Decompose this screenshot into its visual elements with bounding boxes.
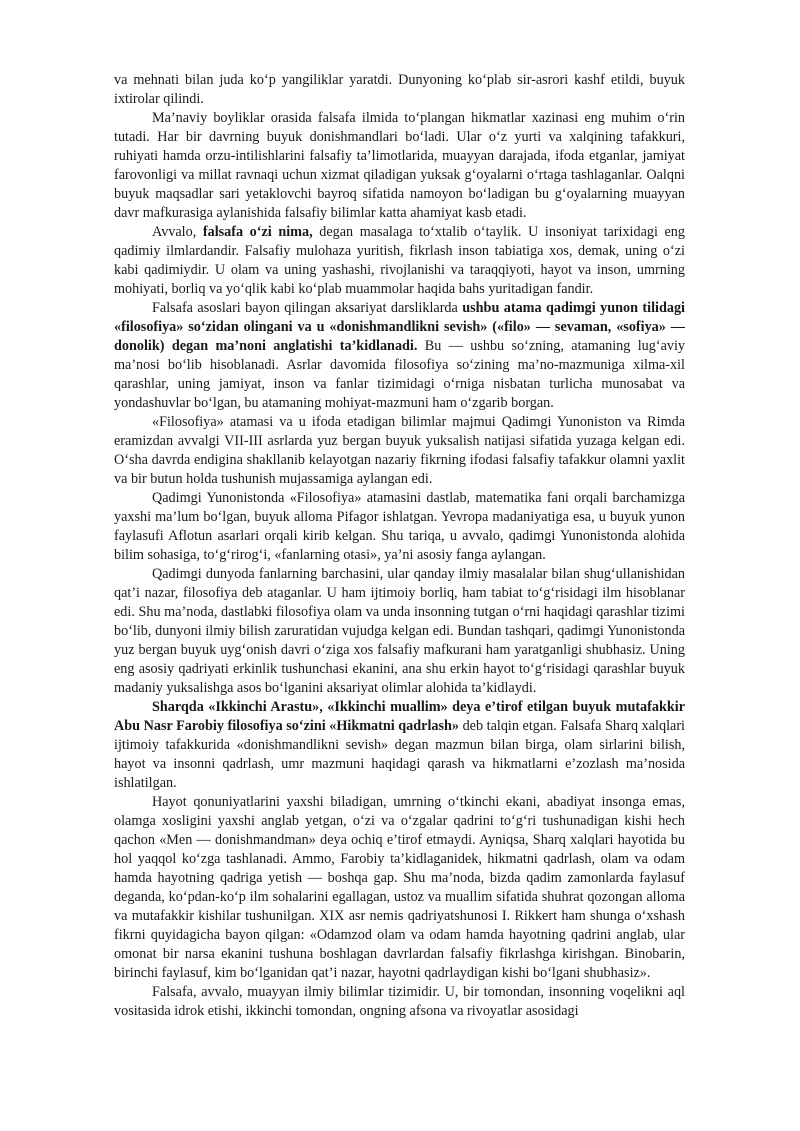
text-run: degan masalaga to‘xtalib o‘taylik. U insoniyat tarixidagi eng qadimiy ilmlardandir. Falsafiy mulohaza yuritish, fikrlash inson tabiatiga xos, demak, uning o‘zi kabi qadimiydir. U olam va uning yashashi, rivojlanishi va taraqqiyoti, hayot va inson, umrning mohiyati, borliq va yo‘qlik kabi ko‘plab muammolar haqida bahs yuritadigan fandir. bbox=[114, 224, 685, 297]
document-page bbox=[114, 71, 685, 1021]
text-run: Qadimgi Yunonistonda «Filosofiya» atamasini dastlab, matematika fani orqali barchamizga yaxshi ma’lum bo‘lgan, buyuk alloma Pifagor ishlatgan. Yevropa madaniyatiga esa, u buyuk yunon faylasufi Aflotun asarlari orqali kirib kelgan. Shu tariqa, u avvalo, qadimgi Yunonistonda alohida bilim sohasiga, to‘g‘rirog‘i, «fanlarning otasi», ya’ni asosiy fanga aylangan. bbox=[114, 490, 685, 563]
text-run: Hayot qonuniyatlarini yaxshi biladigan, umrning o‘tkinchi ekani, abadiyat insonga emas, olamga xosligini yaxshi anglab yetgan, o‘zi va o‘zgalar qadrini to‘g‘ri tushunadigan kishi hech qachon «Men — donishmandman» deya ochiq e’tirof etmaydi. Ayniqsa, Sharq xalqlari hayotida bu hol yaqqol ko‘zga tashlanadi. Ammo, Farobiy ta’kidlaganidek, hikmatni qadrlash, olam va odam hamda hayotning qadriga yetish — boshqa gap. Shu ma’noda, bizda qadim zamonlarda faylasuf deganda, ko‘pdan-ko‘p ilm sohalarini egallagan, ustoz va muallim sifatida shuhrat qozongan alloma va mutafakkir kishilar tushunilgan. XIX asr nemis qadriyatshunosi I. Rikkert ham shunga o‘xshash fikrni quyidagicha bayon qilgan: «Odamzod olam va odam hamda hayotning qadrini anglab, ular omonat bir narsa ekanini tushuna boshlagan davrlardan falsafiy fikrlashga kirishgan. Binobarin, birinchi faylasuf, kim bo‘lganidan qat’i nazar, hayotni qadrlaydigan kishi bo‘lgani shubhasiz». bbox=[114, 794, 685, 981]
text-run: Falsafa, avvalo, muayyan ilmiy bilimlar tizimidir. U, bir tomondan, insonning voqelikni aql vositasida idrok etishi, ikkinchi tomondan, ongning afsona va rivoyatlar asosidagi bbox=[114, 984, 685, 1019]
paragraph bbox=[114, 223, 685, 299]
text-run: Avvalo, bbox=[152, 224, 203, 240]
bold-text: Sharqda «Ikkinchi Arastu», «Ikkinchi muallim» deya e’tirof etilgan buyuk mutafakkir Abu Nasr Farobiy filosofiya so‘zini «Hikmatni qadrlash» bbox=[114, 699, 685, 734]
text-run: Ma’naviy boyliklar orasida falsafa ilmida to‘plangan hikmatlar xazinasi eng muhim o‘rin tutadi. Har bir davrning buyuk donishmandlari bo‘ladi. Ular o‘z yurti va xalqining tafakkuri, ruhiyati hamda orzu-intilishlarini falsafiy ta’limotlarida, muayyan darajada, ifoda etganlar, jamiyat farovonligi va millat ravnaqi uchun xizmat qiladigan yuksak g‘oyalarni o‘rtaga tashlaganlar. Oalqni buyuk maqsadlar sari yetaklovchi bayroq sifatida namoyon bo‘ladigan bu g‘oyalarning muayyan davr mafkurasiga aylanishida falsafiy bilimlar katta ahamiyat kasb etadi. bbox=[114, 110, 685, 221]
text-run: Qadimgi dunyoda fanlarning barchasini, ular qanday ilmiy masalalar bilan shug‘ullanishidan qat’i nazar, filosofiya deb ataganlar. U ham ijtimoiy borliq, ham tabiat to‘g‘risidagi ilm hisoblanar edi. Shu ma’noda, dastlabki filosofiya olam va unda insonning tutgan o‘rni haqidagi qarashlar tizimi bo‘lib, dunyoni ilmiy bilish zaruratidan vujudga kelgan edi. Bundan tashqari, qadimgi Yunonistonda yuz bergan buyuk uyg‘onish davri o‘ziga xos falsafiy mafkurani ham yaratganligi shubhasiz. Uning eng asosiy qadriyati erkinlik tushunchasi ekanini, ana shu erkin hayot to‘g‘risidagi qarashlar buyuk madaniy yuksalishga asos bo‘lganini aksariyat olimlar alohida ta’kidlaydi. bbox=[114, 566, 685, 696]
paragraph bbox=[114, 983, 685, 1021]
bold-text: ushbu atama qadimgi yunon tilidagi «filosofiya» so‘zidan olingani va u «donishmandlikni sevish» («filo» — sevaman, «sofiya» — donolik) degan ma’noni anglatishi ta’kidlanadi. bbox=[114, 300, 685, 354]
paragraph bbox=[114, 71, 685, 109]
paragraph bbox=[114, 793, 685, 983]
paragraph bbox=[114, 413, 685, 489]
paragraph bbox=[114, 299, 685, 413]
text-run: deb talqin etgan. Falsafa Sharq xalqlari ijtimoiy tafakkurida «donishmandlikni sevish» degan mazmun bilan birga, olam sirlarini bilish, hayot va insonni qadrlash, umr mazmuni haqidagi qarash va hikmatlarni e’zozlash ma’nosida ishlatilgan. bbox=[114, 718, 685, 791]
paragraph bbox=[114, 489, 685, 565]
text-run: Falsafa asoslari bayon qilingan aksariyat darsliklarda bbox=[152, 300, 463, 316]
text-run: va mehnati bilan juda ko‘p yangiliklar yaratdi. Dunyoning ko‘plab sir-asrori kashf etildi, buyuk ixtirolar qilindi. bbox=[114, 72, 685, 107]
paragraph bbox=[114, 565, 685, 698]
paragraph bbox=[114, 109, 685, 223]
text-run: «Filosofiya» atamasi va u ifoda etadigan bilimlar majmui Qadimgi Yunoniston va Rimda eramizdan avvalgi VII-III asrlarda yuz bergan buyuk yuksalish natijasi sifatida yuzaga kelgan edi. O‘sha davrda endigina shakllanib kelayotgan nazariy fikrning ifodasi falsafiy tafakkur olamni yaxlit va bir butun holda tushunish mujassamiga aylangan edi. bbox=[114, 414, 685, 487]
bold-text: falsafa o‘zi nima, bbox=[202, 224, 313, 240]
paragraph bbox=[114, 698, 685, 793]
text-run: Bu — ushbu so‘zning, atamaning lug‘aviy ma’nosi bo‘lib hisoblanadi. Asrlar davomida filosofiya so‘zining ma’no-mazmuniga xilma-xil qarashlar, uning jamiyat, inson va fanlar tizimidagi o‘rniga nisbatan turlicha munosabat va yondashuvlar bo‘lgan, bu atamaning mohiyat-mazmuni ham o‘zgarib borgan. bbox=[114, 338, 685, 411]
